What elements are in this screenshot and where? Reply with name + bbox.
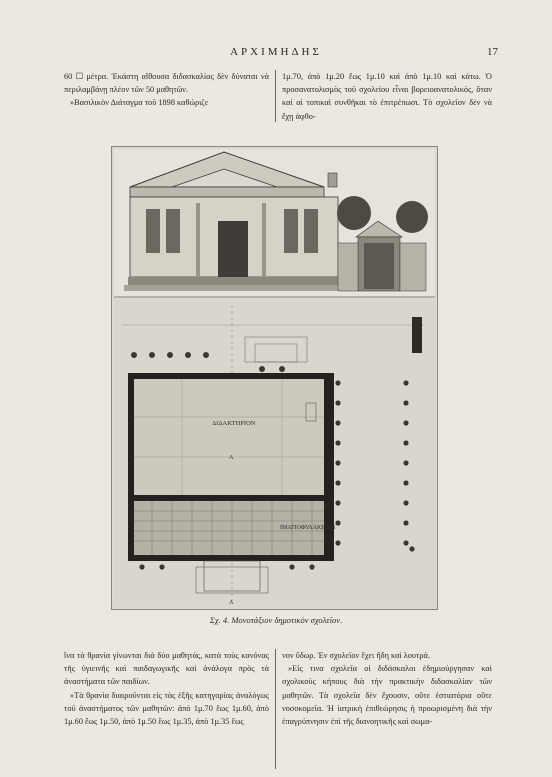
school-drawing-figure — [111, 146, 438, 610]
bottom-left-text-column — [64, 649, 269, 728]
classroom-label: ΔΙΔΑΚΤΗΡΙΟΝ — [212, 420, 256, 427]
column-divider — [275, 649, 276, 769]
paragraph: »Βασιλικὸν Διάταγμα τοῦ 1898 καθώριζε — [70, 98, 209, 108]
paragraph: 1μ.70, ἀπὸ 1μ.20 ἕως 1μ.10 καὶ ἀπὸ 1μ.10 καὶ κάτω. Ὁ προσανατολισμὸς τοῦ σχολείου εἶναι βορειοανατολικός, ὅταν καὶ αἱ τοπικαὶ συνθῆκαι τὸ ἐπιτρέπωσι. Τὸ σχολεῖον δὲν νὰ ἔχῃ ἀφθο- — [282, 72, 492, 121]
paragraph: νον ὕδωρ. Ἐν σχολεῖον ἔχει ἤδη καὶ λουτρά. — [282, 651, 430, 660]
page-number: 17 — [487, 46, 498, 58]
cloakroom-label: ΙΜΑΤΙΟΦΥΛΑΚΕΙΟΝ — [280, 525, 336, 531]
running-header-title: ΑΡΧΙΜΗΔΗΣ — [230, 46, 322, 58]
axis-label-bottom: A — [229, 600, 234, 606]
paragraph: ἵνα τὰ θρανία γίνωνται διὰ δύο μαθητάς, κατὰ τοὺς κανόνας τῆς ὑγιεινῆς καὶ παιδαγωγικῆς καὶ ἀνάλογα πρὸς τὰ ἀναστήματα τῶν παιδίων. — [64, 651, 269, 687]
paragraph: »Εἰς τινα σχολεῖα οἱ διδάσκαλοι ἐδημιούργησαν καὶ σχολικοὺς κήπους διὰ τὴν πρακτικὴν διδασκαλίαν τῶν μαθητῶν. Τὰ σχολεῖα δὲν ἔχουσιν, οὔτε ἑστιατόρια οὔτε νοσοκομεῖα. Ἡ ἰατρικὴ ἐπιθεώρησις ἡ προωρισμένη διὰ τὴν ἐπαγρύπνησιν ἐπὶ τῆς διανοητικῆς καὶ σωμα- — [282, 664, 492, 727]
elevation-and-plan-drawing — [112, 147, 437, 609]
top-left-text-column — [64, 70, 269, 110]
paragraph: »Τὰ θρανία διαιροῦνται εἰς τὰς ἑξῆς κατηγορίας ἀναλόγως τοῦ ἀναστήματος τῶν μαθητῶν: ἀπὸ 1μ.70 ἕως 1μ.60, ἀπὸ 1μ.60 ἕως 1μ.50, ἀπὸ 1μ.50 ἕως 1μ.35, ἀπὸ 1μ.35 ἕως — [64, 690, 269, 727]
paragraph: 60 ☐ μέτρα. Ἑκάστη αἴθουσα διδασκαλίας δὲν δύναται νὰ περιλαμβάνῃ πλέον τῶν 50 μαθητῶν. — [64, 72, 269, 95]
bottom-right-text-column — [282, 649, 492, 728]
top-right-text-column — [282, 70, 492, 123]
axis-label-top: A — [229, 455, 234, 461]
column-divider — [275, 70, 276, 122]
figure-caption: Σχ. 4. Μονοτάξιον δημοτικὸν σχολεῖον. — [209, 615, 343, 625]
